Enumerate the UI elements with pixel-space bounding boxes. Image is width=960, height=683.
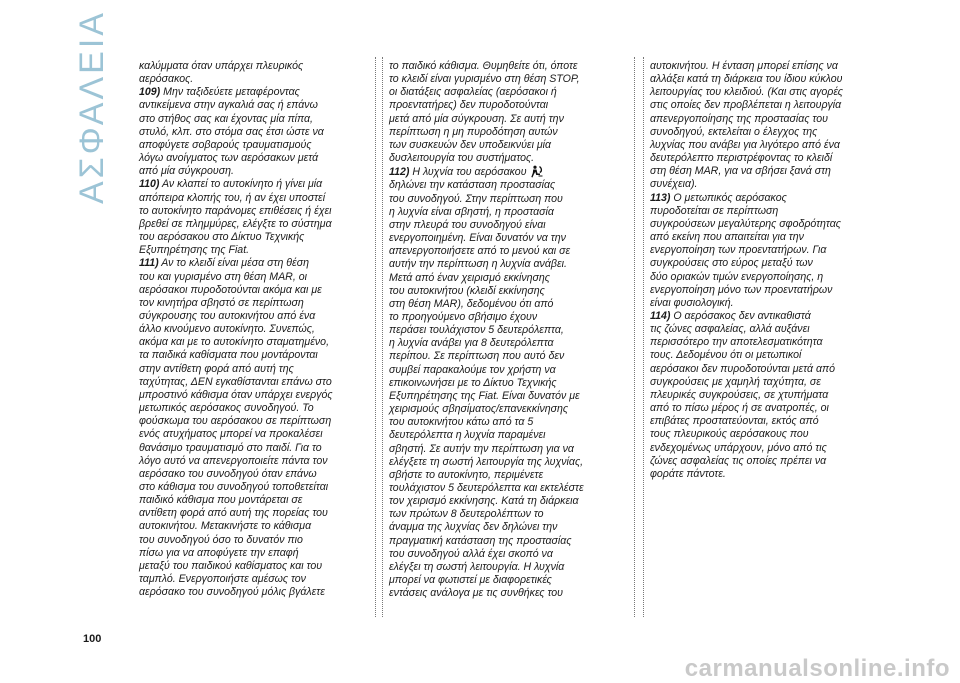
note-text: Η λυχνία του αερόσακου: [409, 166, 530, 179]
note-text: Αν κλαπεί το αυτοκίνητο ή γίνει μία απόπειρα κλοπής του, ή αν έχει υποστεί το αυτοκίνητο παράνομες επιθέσεις ή έχει βρεθεί σε πλημμύρες, ελέγξτε το σύστημα του αερόσακου στο Δίκτυο Τεχνικής Εξυπηρέτησης της Fiat.: [139, 178, 332, 257]
note-number: 109): [139, 86, 161, 99]
text-column-2: [382, 57, 635, 617]
note-text: Αν το κλειδί είναι μέσα στη θέση του και γυρισμένο στη θέση MAR, οι αερόσακοι πυροδοτούνται ακόμα και με τον κινητήρα σβηστό σε περίπτωση σύγκρουσης του αυτοκινήτου από ένα άλλο κινούμενο αυτοκίνητο. Συνεπώς, ακόμα και με το αυτοκίνητο σταματημένο, τα παιδικά καθίσματα που μοντάρονται στην αντίθετη φορά από αυτή της ταχύτητας, ΔΕΝ εγκαθίστανται επάνω στο μπροστινό κάθισμα όταν υπάρχει ενεργός μετωπικός αερόσακος συνοδηγού. Το φούσκωμα του αερόσακου σε περίπτωση ενός ατυχήματος μπορεί να προκαλέσει θανάσιμο τραυματισμό στο παιδί. Για το λόγο αυτό να απενεργοποιείτε πάντα τον αερόσακο του συνοδηγού όταν επάνω στο κάθισμα του συνοδηγού τοποθετείται παιδικό κάθισμα που μοντάρεται σε αντίθετη φορά από αυτή της πορείας του αυτοκινήτου. Μετακινήστε το κάθισμα του συνοδηγού όσο το δυνατόν πιο πίσω για να αποφύγετε την επαφή μεταξύ του παιδικού καθίσματος και του ταμπλό. Ενεργοποιήστε αμέσως τον αερόσακο του συνοδηγού μόλις βγάλετε: [139, 257, 333, 599]
note-114: [650, 310, 893, 481]
note-text: Μην ταξιδεύετε μεταφέροντας αντικείμενα στην αγκαλιά σας ή επάνω στο στήθος σας και έχοντας μία πίπα, στυλό, κλπ. στο στόμα σας έτσι ώστε να αποφύγετε σοβαρούς τραυματισμούς λόγω ανοίγματος των αερόσακων μετά από μία σύγκρουση.: [139, 86, 324, 178]
note-number: 110): [139, 178, 160, 191]
note-113: [650, 192, 893, 310]
note-111: [139, 257, 369, 599]
note-number: 112): [389, 166, 410, 179]
watermark: carmanualsonline.info: [684, 655, 950, 682]
section-title: ΑΣΦΑΛΕΙΑ: [72, 10, 111, 205]
paragraph-lead: το παιδικό κάθισμα. Θυμηθείτε ότι, όποτε το κλειδί είναι γυρισμένο στη θέση STOP, οι διατάξεις ασφαλείας (αερόσακοι ή προεντατήρες) δεν πυροδοτούνται μετά από μία σύγκρουση. Σε αυτή την περίπτωση η μη πυροδότηση αυτών των συσκευών δεν υποδεικνύει μία δυσλειτουργία του συστήματος.: [389, 60, 580, 165]
note-109: [139, 86, 369, 178]
note-number: 113): [650, 191, 671, 204]
text-column-3: [643, 57, 899, 617]
note-112: [389, 165, 628, 600]
note-text: δηλώνει την κατάσταση προστασίας του συνοδηγού. Στην περίπτωση που η λυχνία είναι σβηστή, η προστασία στην πλευρά του συνοδηγού είναι ενεργοποιημένη. Είναι δυνατόν να την απενεργοποιήσετε από το μενού και σε αυτήν την περίπτωση η λυχνία ανάβει. Μετά από έναν χειρισμό εκκίνησης του αυτοκινήτου (κλειδί εκκίνησης στη θέση MAR), δεδομένου ότι από το προηγούμενο σβήσιμο έχουν περάσει τουλάχιστον 5 δευτερόλεπτα, η λυχνία ανάβει για 8 δευτερόλεπτα περίπου. Σε περίπτωση που αυτό δεν συμβεί παρακαλούμε τον χρήστη να επικοινωνήσει με το Δίκτυο Τεχνικής Εξυπηρέτησης της Fiat. Είναι δυνατόν με χειρισμούς σβησίματος/επανεκκίνησης του αυτοκινήτου κάτω από τα 5 δευτερόλεπτα η λυχνία παραμένει σβηστή. Σε αυτήν την περίπτωση για να ελέγξετε τη σωστή λειτουργία της λυχνίας, σβήστε το αυτοκίνητο, περιμένετε τουλάχιστον 5 δευτερόλεπτα και εκτελέστε τον χειρισμό εκκίνησης. Κατά τη διάρκεια των πρώτων 8 δευτερολέπτων το άναμμα της λυχνίας δεν δηλώνει την πραγματική κατάσταση της προστασίας του συνοδηγού αλλά έχει σκοπό να ελέγξει τη σωστή λειτουργία. Η λυχνία μπορεί να φωτιστεί με διαφορετικές εντάσεις ανάλογα με τις συνθήκες του: [389, 179, 584, 600]
note-text: Ο αερόσακος δεν αντικαθιστά τις ζώνες ασφαλείας, αλλά αυξάνει περισσότερο την αποτελεσματικότητα τους. Δεδομένου ότι οι μετωπικοί αερόσακοι δεν πυροδοτούνται μετά από συγκρούσεις με χαμηλή ταχύτητα, σε πλευρικές συγκρούσεις, σε χτυπήματα από το πίσω μέρος ή σε ανατροπές, οι επιβάτες προστατεύονται, εκτός από τους πλευρικούς αερόσακους που ενδεχομένως υπάρχουν, μόνο από τις ζώνες ασφαλείας τις οποίες πρέπει να φοράτε πάντοτε.: [650, 309, 835, 480]
paragraph-lead: καλύμματα όταν υπάρχει πλευρικός αερόσακος.: [139, 60, 304, 86]
passenger-airbag-off-icon: [530, 165, 543, 178]
note-110: [139, 178, 369, 257]
note-text: Ο μετωπικός αερόσακος πυροδοτείται σε περίπτωση συγκρούσεων μεγαλύτερης σφοδρότητας από εκείνη που απαιτείται για την ενεργοποίηση των προεντατήρων. Για συγκρούσεις στο εύρος μεταξύ των δύο οριακών τιμών ενεργοποίησης, η ενεργοποίηση μόνο των προεντατήρων είναι φυσιολογική.: [650, 191, 841, 309]
paragraph-lead: αυτοκινήτου. Η ένταση μπορεί επίσης να αλλάξει κατά τη διάρκεια του ίδιου κύκλου λειτουργίας του κλειδιού. (Και στις αγορές στις οποίες δεν προβλέπεται η λειτουργία απενεργοποίησης της προστασίας του συνοδηγού, εκτελείται ο έλεγχος της λυχνίας που ανάβει για λιγότερο από ένα δευτερόλεπτο περιστρέφοντας το κλειδί στη θέση MAR, για να σβήσει ξανά στη συνέχεια).: [650, 60, 843, 191]
note-number: 114): [650, 309, 671, 322]
text-column-1: [133, 57, 376, 617]
page-number: 100: [83, 633, 102, 645]
note-number: 111): [139, 257, 159, 270]
